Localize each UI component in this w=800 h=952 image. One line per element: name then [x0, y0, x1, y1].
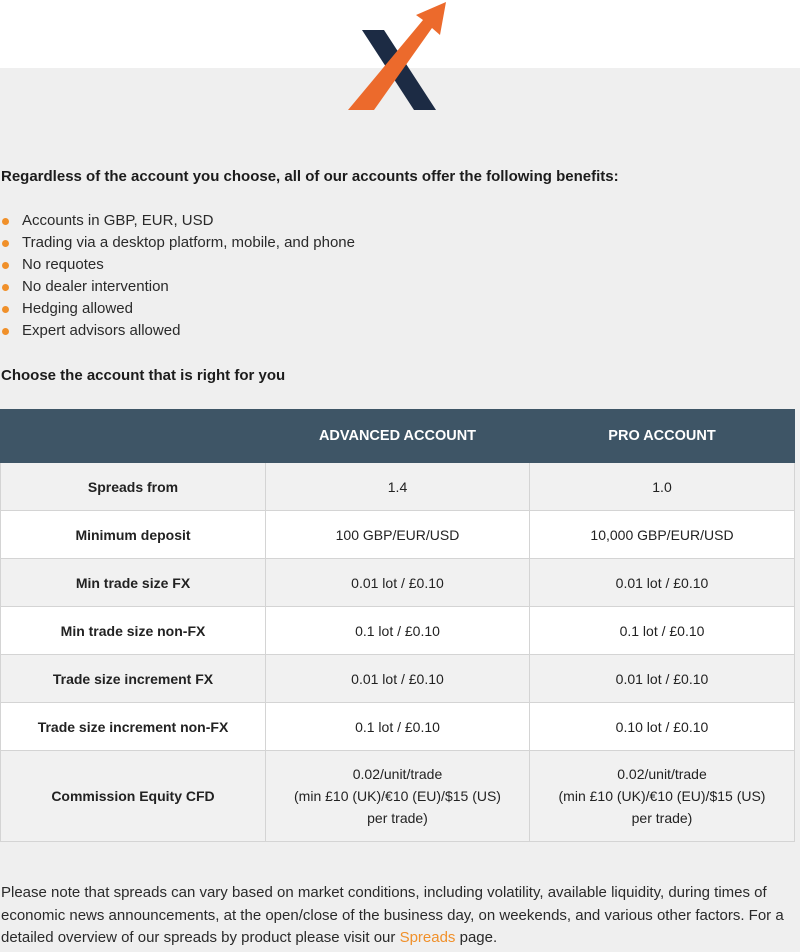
advanced-value: 0.1 lot / £0.10: [266, 703, 530, 751]
row-label: Minimum deposit: [1, 511, 266, 559]
accounts-comparison-table: [0, 409, 795, 842]
commission-line: 0.02/unit/trade: [352, 766, 443, 782]
header-pro-account: PRO ACCOUNT: [530, 410, 795, 463]
commission-line: per trade): [367, 810, 428, 826]
commission-line: (min £10 (UK)/€10 (EU)/$15 (US): [294, 788, 501, 804]
advanced-value: 100 GBP/EUR/USD: [266, 511, 530, 559]
list-item: [0, 232, 355, 254]
pro-value: 10,000 GBP/EUR/USD: [530, 511, 795, 559]
bullet-icon: [2, 218, 9, 225]
table-row: [1, 655, 795, 703]
pro-value: 1.0: [530, 463, 795, 511]
advanced-value: [266, 751, 530, 842]
benefit-text: Hedging allowed: [22, 300, 133, 317]
note-text-end: page.: [455, 929, 498, 946]
bullet-icon: [2, 240, 9, 247]
row-label: Min trade size FX: [1, 559, 266, 607]
header-advanced-account: ADVANCED ACCOUNT: [266, 410, 530, 463]
row-label: Trade size increment non-FX: [1, 703, 266, 751]
bullet-icon: [2, 328, 9, 335]
header-empty: [1, 410, 266, 463]
row-label: Trade size increment FX: [1, 655, 266, 703]
bullet-icon: [2, 262, 9, 269]
advanced-value: 0.01 lot / £0.10: [266, 655, 530, 703]
spreads-link[interactable]: Spreads: [399, 929, 456, 946]
row-label: Spreads from: [1, 463, 266, 511]
pro-value: [530, 751, 795, 842]
advanced-value: 0.01 lot / £0.10: [266, 559, 530, 607]
advanced-value: 1.4: [266, 463, 530, 511]
list-item: [0, 298, 355, 320]
list-item: [0, 254, 355, 276]
commission-line: 0.02/unit/trade: [617, 766, 707, 782]
benefits-list: [0, 210, 355, 342]
table-row: [1, 511, 795, 559]
advanced-value: 0.1 lot / £0.10: [266, 607, 530, 655]
spreads-note: [1, 882, 797, 950]
table-row: [1, 703, 795, 751]
pro-value: 0.01 lot / £0.10: [530, 655, 795, 703]
list-item: [0, 276, 355, 298]
benefit-text: No requotes: [22, 256, 104, 273]
note-text: Please note that spreads can vary based on market conditions, including volatility, available liquidity, during times of economic news announcements, at the open/close of the business day, on weekends, and various other factors. For a detailed overview of our spreads by product please visit our: [1, 884, 784, 946]
benefit-text: Accounts in GBP, EUR, USD: [22, 212, 214, 229]
table-row: [1, 607, 795, 655]
pro-value: 0.10 lot / £0.10: [530, 703, 795, 751]
benefit-text: No dealer intervention: [22, 278, 169, 295]
table-header-row: [1, 410, 795, 463]
list-item: [0, 320, 355, 342]
pro-value: 0.1 lot / £0.10: [530, 607, 795, 655]
benefits-intro: Regardless of the account you choose, all of our accounts offer the following benefits:: [1, 168, 619, 185]
commission-line: per trade): [631, 810, 693, 826]
table-row: [1, 463, 795, 511]
commission-line: (min £10 (UK)/€10 (EU)/$15 (US): [558, 788, 766, 804]
pro-value: 0.01 lot / £0.10: [530, 559, 795, 607]
list-item: [0, 210, 355, 232]
table-row: [1, 751, 795, 842]
logo-icon[interactable]: [346, 2, 450, 112]
benefit-text: Expert advisors allowed: [22, 322, 181, 339]
benefit-text: Trading via a desktop platform, mobile, and phone: [22, 234, 355, 251]
bullet-icon: [2, 306, 9, 313]
table-row: [1, 559, 795, 607]
row-label: Min trade size non-FX: [1, 607, 266, 655]
choose-account-heading: Choose the account that is right for you: [1, 367, 286, 384]
row-label: Commission Equity CFD: [1, 751, 266, 842]
bullet-icon: [2, 284, 9, 291]
